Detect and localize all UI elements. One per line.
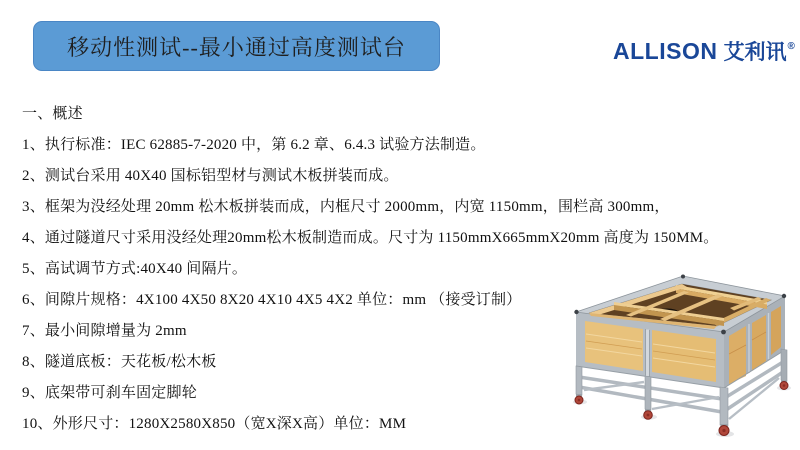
caster-wheel bbox=[644, 409, 653, 419]
logo-cjk-text: 艾利讯 bbox=[723, 41, 787, 64]
brand-logo bbox=[613, 33, 795, 69]
list-item: 6、间隙片规格：4X100 4X50 8X20 4X10 4X5 4X2 单位：mm （接受订制） bbox=[22, 292, 522, 308]
list-item: 10、外形尺寸：1280X2580X850（宽X深X高）单位：MM bbox=[22, 416, 407, 432]
list-item: 2、测试台采用 40X40 国标铝型材与测试木板拼装而成。 bbox=[22, 168, 399, 184]
logo-latin-text: ALLISON bbox=[613, 38, 718, 64]
caster-wheel bbox=[719, 424, 729, 436]
product-photo bbox=[562, 266, 794, 448]
registered-trademark-icon: ® bbox=[787, 41, 795, 52]
title-banner bbox=[33, 21, 440, 71]
list-item: 7、最小间隙增量为 2mm bbox=[22, 323, 187, 339]
overview-heading: 一、概述 bbox=[22, 106, 83, 122]
page-title: 移动性测试--最小通过高度测试台 bbox=[67, 34, 406, 60]
list-item: 5、高试调节方式:40X40 间隔片。 bbox=[22, 261, 248, 277]
list-item: 3、框架为没经处理 20mm 松木板拼装而成，内框尺寸 2000mm，内宽 1150mm，围栏高 300mm， bbox=[22, 199, 670, 215]
list-item: 4、通过隧道尺寸采用没经处理20mm松木板制造而成。尺寸为 1150mmX665mmX20mm 高度为 150MM。 bbox=[22, 230, 719, 246]
list-item: 9、底架带可刹车固定脚轮 bbox=[22, 385, 197, 401]
list-item: 8、隧道底板：天花板/松木板 bbox=[22, 354, 217, 370]
list-item: 1、执行标准：IEC 62885-7-2020 中，第 6.2 章、6.4.3 试验方法制造。 bbox=[22, 137, 486, 153]
caster-wheel bbox=[780, 380, 788, 390]
caster-wheel bbox=[575, 394, 583, 404]
